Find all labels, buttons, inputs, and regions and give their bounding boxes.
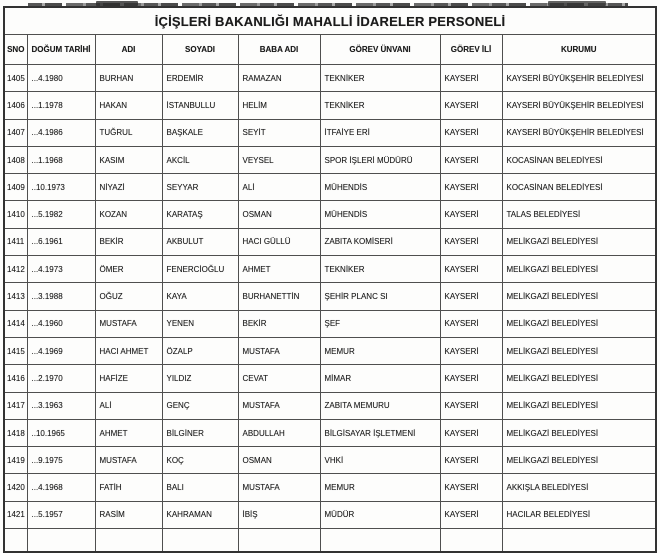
- table-cell: MUSTAFA: [238, 474, 320, 501]
- table-cell: ERDEMİR: [162, 65, 238, 92]
- table-cell: KAYSERİ: [440, 146, 502, 173]
- table-row: [4, 337, 656, 364]
- table-cell: AKBULUT: [162, 228, 238, 255]
- table-cell: BAŞKALE: [162, 119, 238, 146]
- table-cell: BİLGİSAYAR İŞLETMENİ: [320, 419, 440, 446]
- table-cell: ...4.1986: [27, 119, 95, 146]
- table-cell: BALI: [162, 474, 238, 501]
- table-cell: RAMAZAN: [238, 65, 320, 92]
- table-cell: KOCASİNAN BELEDİYESİ: [502, 174, 656, 201]
- table-cell: ...4.1969: [27, 337, 95, 364]
- table-cell: KAYSERİ: [440, 310, 502, 337]
- table-cell: RASİM: [95, 501, 162, 528]
- table-cell: İBİŞ: [238, 501, 320, 528]
- table-cell: OĞUZ: [95, 283, 162, 310]
- table-row: [4, 501, 656, 528]
- table-cell: MÜDÜR: [320, 501, 440, 528]
- table-cell: 1420: [4, 474, 27, 501]
- table-cell: VEYSEL: [238, 146, 320, 173]
- table-cell: KAYSERİ: [440, 447, 502, 474]
- table-cell: MUSTAFA: [238, 337, 320, 364]
- table-cell: BURHANETTİN: [238, 283, 320, 310]
- table-cell: 1405: [4, 65, 27, 92]
- table-cell: 1414: [4, 310, 27, 337]
- table-cell: 1406: [4, 92, 27, 119]
- table-cell: ŞEF: [320, 310, 440, 337]
- column-header: GÖREV ÜNVANI: [320, 35, 440, 65]
- table-cell: ...2.1970: [27, 365, 95, 392]
- table-cell: KAYSERİ: [440, 474, 502, 501]
- table-cell-empty: [502, 529, 656, 553]
- table-cell-empty: [440, 529, 502, 553]
- table-cell: 1417: [4, 392, 27, 419]
- table-cell: MELİKGAZİ BELEDİYESİ: [502, 283, 656, 310]
- table-cell: OSMAN: [238, 447, 320, 474]
- table-cell: FENERCİOĞLU: [162, 256, 238, 283]
- table-cell: ÖMER: [95, 256, 162, 283]
- table-cell: KARATAŞ: [162, 201, 238, 228]
- table-cell: KAYSERİ: [440, 228, 502, 255]
- table-cell: BEKİR: [95, 228, 162, 255]
- table-cell: GENÇ: [162, 392, 238, 419]
- table-cell: VHKİ: [320, 447, 440, 474]
- table-cell: KAYSERİ BÜYÜKŞEHİR BELEDİYESİ: [502, 92, 656, 119]
- table-cell: 1419: [4, 447, 27, 474]
- table-cell: ..10.1965: [27, 419, 95, 446]
- table-cell: 1410: [4, 201, 27, 228]
- table-cell: MEMUR: [320, 337, 440, 364]
- table-cell: KAYSERİ: [440, 174, 502, 201]
- table-cell: ..10.1973: [27, 174, 95, 201]
- table-row: [4, 310, 656, 337]
- column-header: GÖREV İLİ: [440, 35, 502, 65]
- table-cell: BEKİR: [238, 310, 320, 337]
- table-cell: TUĞRUL: [95, 119, 162, 146]
- table-cell: ZABITA KOMİSERİ: [320, 228, 440, 255]
- table-cell: ...4.1980: [27, 65, 95, 92]
- column-header: SNO: [4, 35, 27, 65]
- table-cell: KAYSERİ: [440, 419, 502, 446]
- table-row: [4, 201, 656, 228]
- table-cell: TEKNİKER: [320, 256, 440, 283]
- table-cell: KAYSERİ: [440, 365, 502, 392]
- table-row: [4, 256, 656, 283]
- table-cell: TEKNİKER: [320, 92, 440, 119]
- table-cell: MEMUR: [320, 474, 440, 501]
- table-cell: HAKAN: [95, 92, 162, 119]
- table-cell: HACI GÜLLÜ: [238, 228, 320, 255]
- table-cell: MELİKGAZİ BELEDİYESİ: [502, 310, 656, 337]
- table-row: [4, 228, 656, 255]
- table-row: [4, 65, 656, 92]
- table-cell: KAYSERİ: [440, 392, 502, 419]
- table-cell: KAYSERİ: [440, 201, 502, 228]
- table-cell: KAHRAMAN: [162, 501, 238, 528]
- table-cell-empty: [320, 529, 440, 553]
- table-cell: İSTANBULLU: [162, 92, 238, 119]
- table-cell: ...4.1968: [27, 474, 95, 501]
- table-cell: SPOR İŞLERİ MÜDÜRÜ: [320, 146, 440, 173]
- table-row: [4, 119, 656, 146]
- table-cell: HAFİZE: [95, 365, 162, 392]
- table-cell: MELİKGAZİ BELEDİYESİ: [502, 256, 656, 283]
- table-row: [4, 365, 656, 392]
- table-cell: 1411: [4, 228, 27, 255]
- table-cell: 1421: [4, 501, 27, 528]
- table-cell: İTFAİYE ERİ: [320, 119, 440, 146]
- table-cell: HACILAR BELEDİYESİ: [502, 501, 656, 528]
- table-cell: 1416: [4, 365, 27, 392]
- table-cell-empty: [27, 529, 95, 553]
- table-cell: MELİKGAZİ BELEDİYESİ: [502, 419, 656, 446]
- table-cell: AHMET: [95, 419, 162, 446]
- table-cell: KAYSERİ: [440, 92, 502, 119]
- table-cell: ŞEHİR PLANC SI: [320, 283, 440, 310]
- table-cell: KAYSERİ: [440, 119, 502, 146]
- column-header: DOĞUM TARİHİ: [27, 35, 95, 65]
- table-cell: SEYYAR: [162, 174, 238, 201]
- table-cell: MELİKGAZİ BELEDİYESİ: [502, 392, 656, 419]
- table-cell: ...1.1978: [27, 92, 95, 119]
- column-header: ADI: [95, 35, 162, 65]
- table-cell: KAYSERİ BÜYÜKŞEHİR BELEDİYESİ: [502, 65, 656, 92]
- column-header: KURUMU: [502, 35, 656, 65]
- table-cell: CEVAT: [238, 365, 320, 392]
- table-cell: ...5.1957: [27, 501, 95, 528]
- table-cell-empty: [238, 529, 320, 553]
- table-cell: MELİKGAZİ BELEDİYESİ: [502, 337, 656, 364]
- personnel-table: [3, 6, 657, 553]
- table-row: [4, 146, 656, 173]
- table-cell: SEYİT: [238, 119, 320, 146]
- table-cell: ...3.1988: [27, 283, 95, 310]
- table-cell: BURHAN: [95, 65, 162, 92]
- table-cell-empty: [4, 529, 27, 553]
- table-cell: KAYA: [162, 283, 238, 310]
- table-cell: ABDULLAH: [238, 419, 320, 446]
- table-cell: KOZAN: [95, 201, 162, 228]
- table-cell: TEKNİKER: [320, 65, 440, 92]
- table-cell: KAYSERİ: [440, 256, 502, 283]
- table-cell: KOCASİNAN BELEDİYESİ: [502, 146, 656, 173]
- table-cell: ZABITA MEMURU: [320, 392, 440, 419]
- table-header-row: [4, 35, 656, 65]
- table-cell: MUSTAFA: [95, 447, 162, 474]
- table-cell: MÜHENDİS: [320, 174, 440, 201]
- table-row: [4, 283, 656, 310]
- table-cell: HELİM: [238, 92, 320, 119]
- table-cell: 1418: [4, 419, 27, 446]
- table-cell: KAYSERİ: [440, 501, 502, 528]
- table-cell: MELİKGAZİ BELEDİYESİ: [502, 447, 656, 474]
- table-cell: 1408: [4, 146, 27, 173]
- table-row: [4, 419, 656, 446]
- table-cell: 1412: [4, 256, 27, 283]
- table-cell: NİYAZİ: [95, 174, 162, 201]
- table-cell: KOÇ: [162, 447, 238, 474]
- table-row: [4, 392, 656, 419]
- table-cell: 1407: [4, 119, 27, 146]
- table-row: [4, 92, 656, 119]
- table-cell: ...9.1975: [27, 447, 95, 474]
- table-cell: AKKIŞLA BELEDİYESİ: [502, 474, 656, 501]
- table-cell: MUSTAFA: [238, 392, 320, 419]
- table-cell: 1413: [4, 283, 27, 310]
- table-cell-empty: [95, 529, 162, 553]
- column-header: SOYADI: [162, 35, 238, 65]
- table-cell: MELİKGAZİ BELEDİYESİ: [502, 228, 656, 255]
- table-cell: TALAS BELEDİYESİ: [502, 201, 656, 228]
- table-cell: HACI AHMET: [95, 337, 162, 364]
- table-row: [4, 447, 656, 474]
- partial-table-row: [4, 529, 656, 553]
- table-cell: AHMET: [238, 256, 320, 283]
- table-cell: ...4.1960: [27, 310, 95, 337]
- table-row: [4, 174, 656, 201]
- table-cell: ...1.1968: [27, 146, 95, 173]
- table-cell: ...6.1961: [27, 228, 95, 255]
- table-cell: 1409: [4, 174, 27, 201]
- table-row: [4, 474, 656, 501]
- table-cell: KAYSERİ: [440, 283, 502, 310]
- table-cell: MÜHENDİS: [320, 201, 440, 228]
- table-cell: ...4.1973: [27, 256, 95, 283]
- table-cell: MİMAR: [320, 365, 440, 392]
- column-header: BABA ADI: [238, 35, 320, 65]
- table-cell-empty: [162, 529, 238, 553]
- table-cell: ...3.1963: [27, 392, 95, 419]
- table-cell: MUSTAFA: [95, 310, 162, 337]
- table-cell: AKCİL: [162, 146, 238, 173]
- table-cell: 1415: [4, 337, 27, 364]
- table-cell: KAYSERİ BÜYÜKŞEHİR BELEDİYESİ: [502, 119, 656, 146]
- table-cell: FATİH: [95, 474, 162, 501]
- table-cell: KAYSERİ: [440, 65, 502, 92]
- table-cell: KAYSERİ: [440, 337, 502, 364]
- table-cell: OSMAN: [238, 201, 320, 228]
- table-cell: MELİKGAZİ BELEDİYESİ: [502, 365, 656, 392]
- table-cell: ...5.1982: [27, 201, 95, 228]
- table-cell: ALİ: [238, 174, 320, 201]
- table-cell: ÖZALP: [162, 337, 238, 364]
- title-row: [4, 7, 656, 35]
- table-cell: ALİ: [95, 392, 162, 419]
- table-cell: YILDIZ: [162, 365, 238, 392]
- table-cell: BİLGİNER: [162, 419, 238, 446]
- page-title: İÇİŞLERİ BAKANLIĞI MAHALLİ İDARELER PERSONELİ: [4, 7, 656, 35]
- table-cell: YENEN: [162, 310, 238, 337]
- table-cell: KASIM: [95, 146, 162, 173]
